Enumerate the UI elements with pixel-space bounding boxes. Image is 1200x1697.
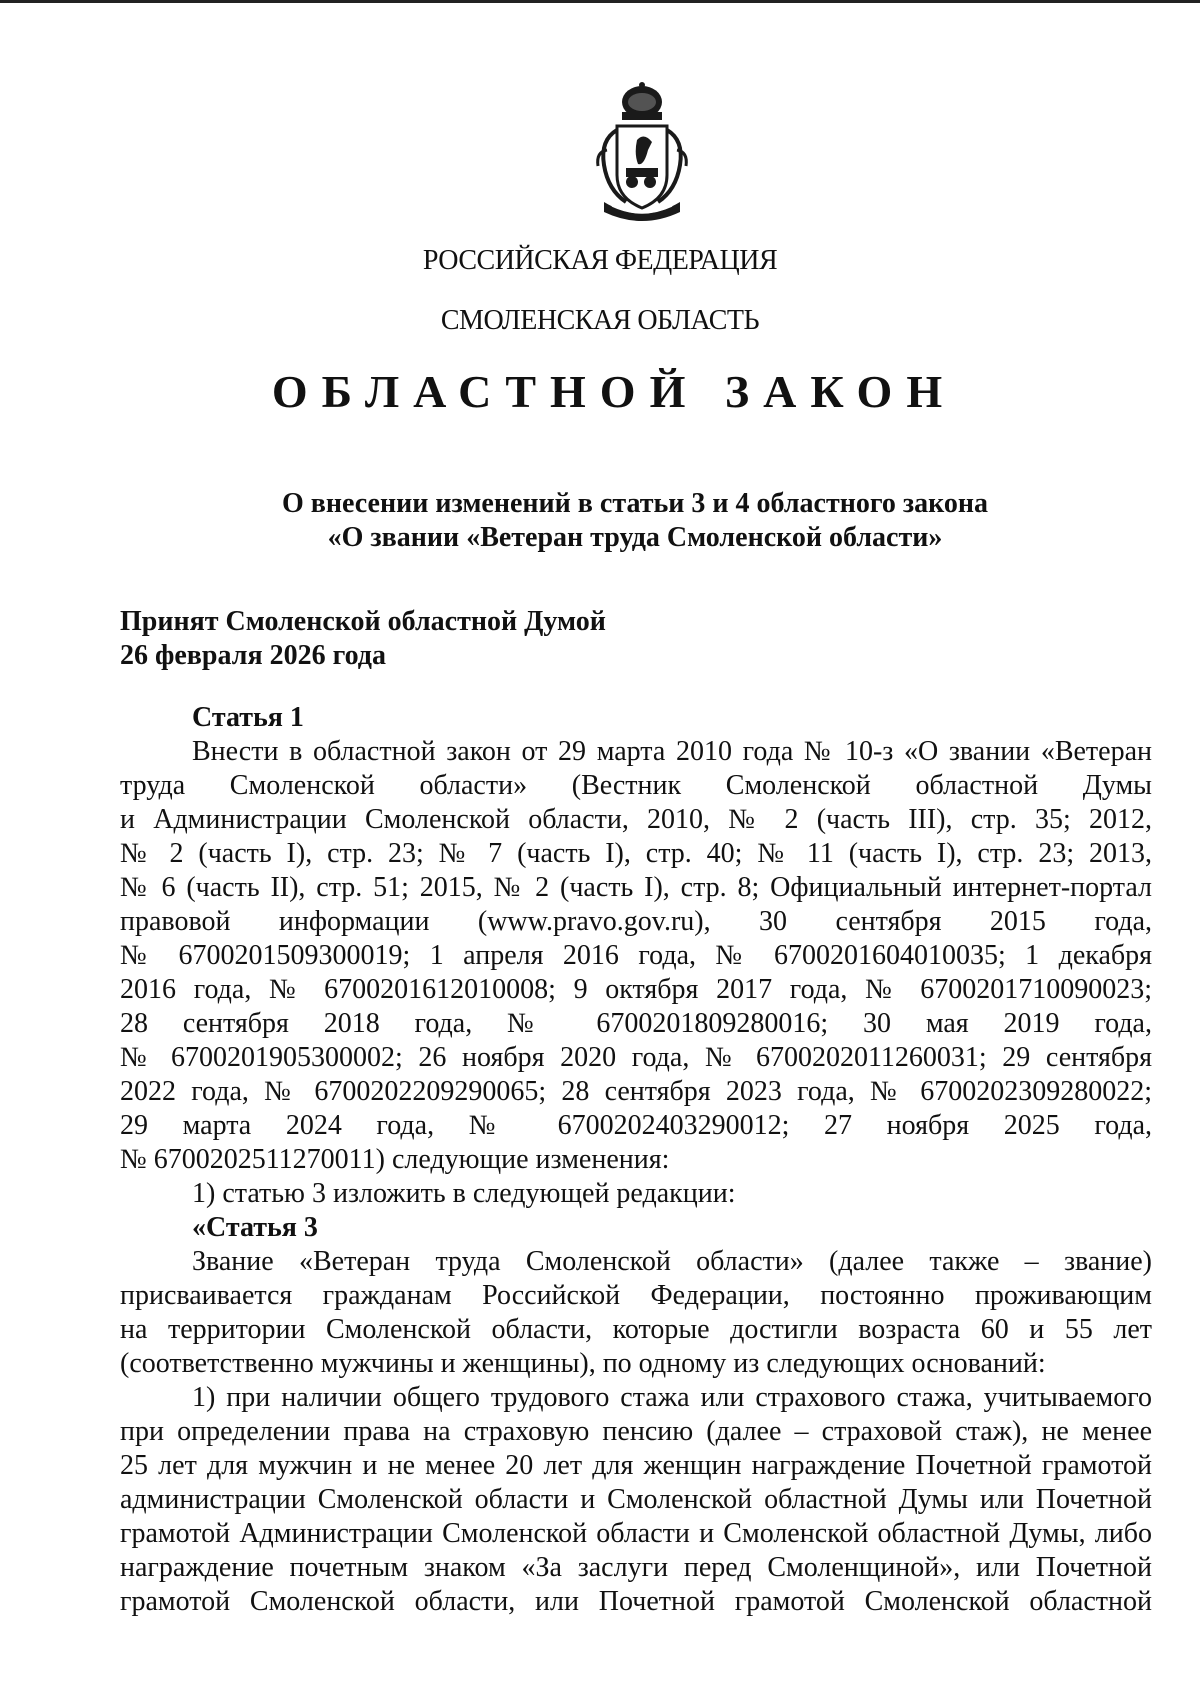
body-line: и Администрации Смоленской области, 2010, № 2 (часть III), стр. 35; 2012,	[120, 804, 1152, 835]
body-line: награждение почетным знаком «За заслуги перед Смоленщиной», или Почетной	[120, 1552, 1152, 1583]
amendment-item-1: 1) статью 3 изложить в следующей редакции:	[192, 1178, 736, 1209]
body-line: 1) при наличии общего трудового стажа или страхового стажа, учитываемого	[192, 1382, 1152, 1413]
body-line: 2016 года, № 6700201612010008; 9 октября 2017 года, № 6700201710090023;	[120, 974, 1152, 1005]
article-3-heading: «Статья 3	[192, 1212, 318, 1243]
adoption-date: 26 февраля 2026 года	[120, 640, 386, 671]
body-line: правовой информации (www.pravo.gov.ru), 30 сентября 2015 года,	[120, 906, 1152, 937]
body-line: № 2 (часть I), стр. 23; № 7 (часть I), стр. 40; № 11 (часть I), стр. 23; 2013,	[120, 838, 1152, 869]
body-line: № 6700201509300019; 1 апреля 2016 года, № 6700201604010035; 1 декабря	[120, 940, 1152, 971]
body-line: 29 марта 2024 года, № 6700202403290012; 27 ноября 2025 года,	[120, 1110, 1152, 1141]
body-line: 28 сентября 2018 года, № 6700201809280016; 30 мая 2019 года,	[120, 1008, 1152, 1039]
body-line: 25 лет для мужчин и не менее 20 лет для женщин награждение Почетной грамотой	[120, 1450, 1152, 1481]
body-line: № 6700202511270011) следующие изменения:	[120, 1144, 670, 1175]
document-type: ОБЛАСТНОЙ ЗАКОН	[271, 366, 957, 417]
law-body	[120, 701, 1152, 1619]
law-title-line-1: О внесении изменений в статьи 3 и 4 областного закона	[281, 488, 989, 519]
coat-of-arms-icon	[582, 80, 702, 225]
body-line: на территории Смоленской области, которые достигли возраста 60 и 55 лет	[120, 1314, 1152, 1345]
body-line: грамотой Администрации Смоленской области и Смоленской областной Думы, либо	[120, 1518, 1152, 1549]
adoption-info	[120, 605, 606, 673]
body-line: Звание «Ветеран труда Смоленской области» (далее также – звание)	[192, 1246, 1152, 1277]
body-line: администрации Смоленской области и Смоленской областной Думы или Почетной	[120, 1484, 1152, 1515]
region-name: СМОЛЕНСКАЯ ОБЛАСТЬ	[440, 305, 760, 336]
body-line: № 6700201905300002; 26 ноября 2020 года, № 6700202011260031; 29 сентября	[120, 1042, 1152, 1073]
body-line: (соответственно мужчины и женщины), по одному из следующих оснований:	[120, 1348, 1046, 1379]
body-line: Внести в областной закон от 29 марта 2010 года № 10-з «О звании «Ветеран	[192, 736, 1152, 767]
adopted-by: Принят Смоленской областной Думой	[120, 606, 606, 637]
law-title-line-2: «О звании «Ветеран труда Смоленской области»	[327, 522, 943, 553]
body-line: 2022 года, № 6700202209290065; 28 сентября 2023 года, № 6700202309280022;	[120, 1076, 1152, 1107]
body-line: присваивается гражданам Российской Федерации, постоянно проживающим	[120, 1280, 1152, 1311]
country-name: РОССИЙСКАЯ ФЕДЕРАЦИЯ	[422, 245, 778, 276]
body-line: № 6 (часть II), стр. 51; 2015, № 2 (часть I), стр. 8; Официальный интернет-портал	[120, 872, 1152, 903]
scan-top-edge	[0, 0, 1200, 3]
body-line: труда Смоленской области» (Вестник Смоленской областной Думы	[120, 770, 1152, 801]
article-1-heading: Статья 1	[192, 702, 304, 733]
law-title	[200, 487, 1070, 555]
body-line: при определении права на страховую пенсию (далее – страховой стаж), не менее	[120, 1416, 1152, 1447]
body-line: грамотой Смоленской области, или Почетной грамотой Смоленской областной	[120, 1586, 1152, 1617]
